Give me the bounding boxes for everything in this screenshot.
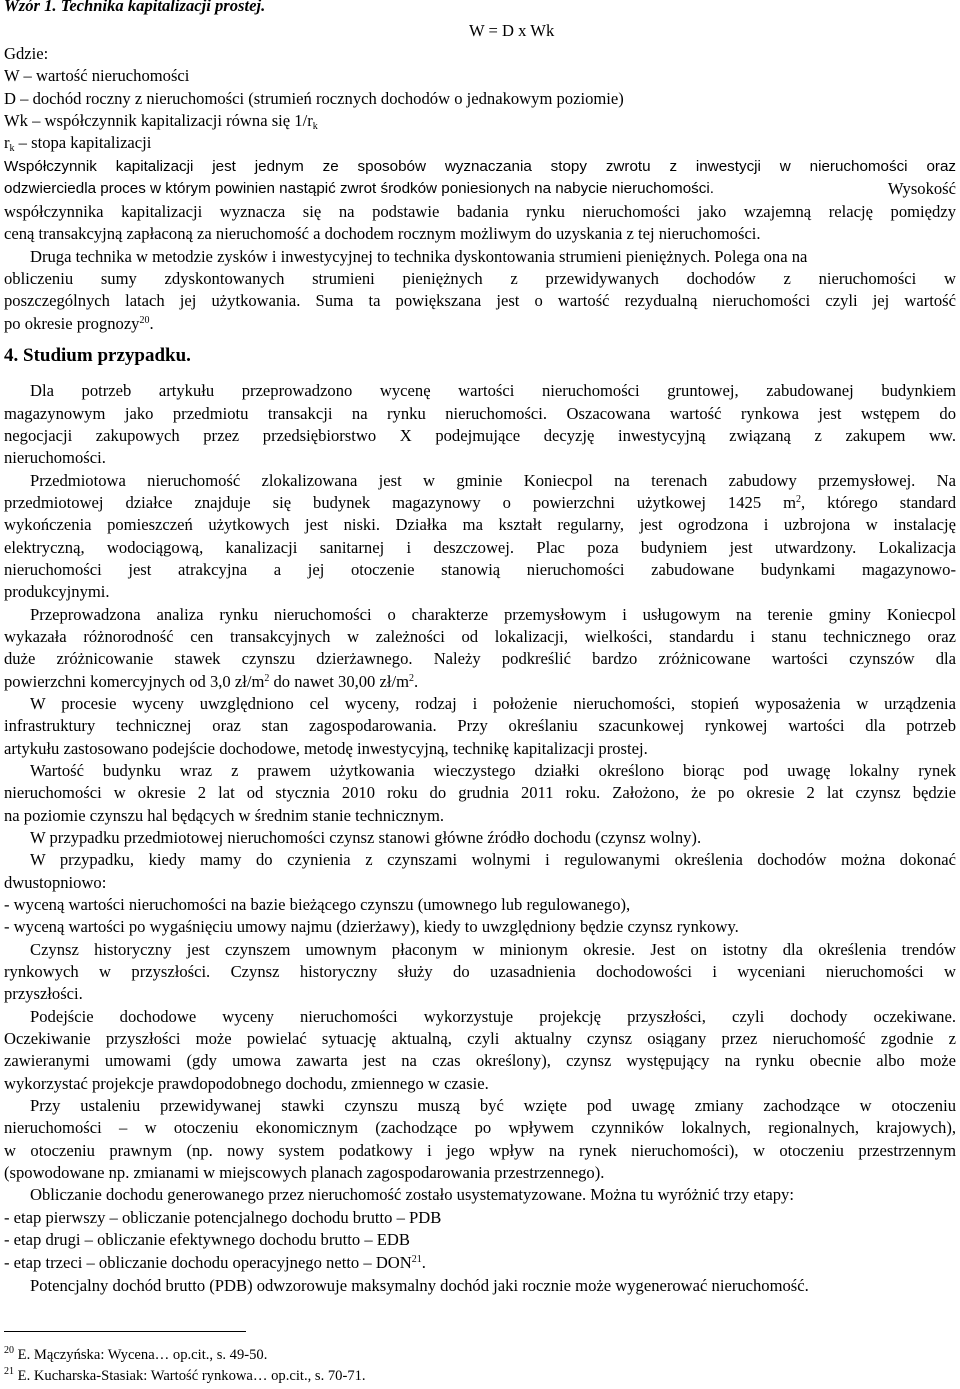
paragraph-line: duże zróżnicowanie stawek czynszu dzierżawnego. Należy podkreślić bardzo zróżnicowane wartości czynszów dla (4, 649, 956, 668)
paragraph-line: Potencjalny dochód brutto (PDB) odwzorowuje maksymalny dochód jaki rocznie może wygenerować nieruchomość. (30, 1276, 809, 1295)
legend-d: D – dochód roczny z nieruchomości (strumień rocznych dochodów o jednakowym poziomie) (4, 89, 624, 108)
paragraph-line: zawieranymi umowami (gdy umowa zawarta jest na czas określony), czynsz występujący na rynku obecnie albo może (4, 1051, 956, 1070)
paragraph-line: dwustopniowo: (4, 873, 107, 892)
paragraph-line: wykorzystać projekcje prawdopodobnego dochodu, zmiennego w czasie. (4, 1074, 489, 1093)
formula: W = D x Wk (469, 21, 555, 40)
paragraph-line: po okresie prognozy$^{20}$. (4, 314, 154, 333)
paragraph-line: negocjacji zakupowych przez przedsiębiorstwo X podejmujące decyzję inwestycyjną związaną z zakupem ww. (4, 426, 956, 445)
paragraph-line: wykończenia pomieszczeń użytkowych jest niski. Działka ma kształt regularny, jest ogrodzona i uzbrojona w instalację (4, 515, 956, 534)
paragraph-line: obliczeniu sumy zdyskontowanych strumieni pieniężnych z przewidywanych dochodów z nieruchomości w (4, 269, 956, 288)
paragraph-line: artykułu zastosowano podejście dochodowe, metodę inwestycyjną, technikę kapitalizacji prostej. (4, 739, 648, 758)
list-item: - etap drugi – obliczanie efektywnego dochodu brutto – EDB (4, 1230, 410, 1249)
legend-rk: $r_k$ – stopa kapitalizacji (4, 133, 152, 154)
legend-w: W – wartość nieruchomości (4, 66, 190, 85)
list-item: - wyceną wartości po wygaśnięciu umowy najmu (dzierżawy), kiedy to uwzględniony będzie czynsz rynkowy. (4, 917, 739, 936)
paragraph-line: W procesie wyceny uwzględniono cel wyceny, rodzaj i położenie nieruchomości, stopień wyposażenia w urządzenia (30, 694, 956, 713)
sans-paragraph-line-1: Współczynnik kapitalizacji jest jednym ze sposobów wyznaczania stopy zwrotu z inwestycji w nieruchomości oraz (4, 158, 956, 175)
section-heading: 4. Studium przypadku. (4, 345, 191, 366)
paragraph-line: współczynnika kapitalizacji wyznacza się na podstawie badania rynku nieruchomości jako wzajemną relację pomiędzy (4, 202, 956, 221)
paragraph-line: wykazała różnorodność cen transakcyjnych w zależności od lokalizacji, wielkości, standardu i stanu technicznego oraz (4, 627, 956, 646)
paragraph-line: elektryczną, wodociągową, kanalizacji sanitarnej i deszczowej. Plac poza budyniem jest utwardzony. Lokalizacja (4, 538, 956, 557)
sans-paragraph-line-2: odzwierciedla proces w którym powinien nastąpić zwrot środków poniesionych na nabycie nieruchomości. Wysokość (4, 179, 956, 198)
figure-caption: Wzór 1. Technika kapitalizacji prostej. (4, 0, 266, 15)
footnote: $^{20}$ E. Mączyńska: Wycena… op.cit., s. 49-50. (4, 1345, 268, 1363)
paragraph-line: nieruchomości. (4, 448, 106, 467)
paragraph-line: w otoczeniu prawnym (np. nowy system podatkowy i jego wpływ na rynek nieruchomości), w otoczeniu przestrzennym (4, 1141, 956, 1160)
paragraph-line: Przeprowadzona analiza rynku nieruchomości o charakterze przemysłowym i usługowym na terenie gminy Koniecpol (30, 605, 956, 624)
paragraph-line: nieruchomości – w otoczeniu ekonomicznym (zachodzące po wpływem czynników lokalnych, regionalnych, krajowych), (4, 1118, 956, 1137)
footnote-ref: 21 (411, 1254, 422, 1265)
paragraph-line: rynkowych w przyszłości. Czynsz historyczny służy do uzasadnienia dochodowości i wyceniani nieruchomości w (4, 962, 956, 981)
paragraph-line: produkcyjnymi. (4, 582, 110, 601)
legend-gdzie: Gdzie: (4, 44, 49, 63)
paragraph-line: przyszłości. (4, 984, 83, 1003)
footnote: $^{21}$ E. Kucharska-Stasiak: Wartość rynkowa… op.cit., s. 70-71. (4, 1366, 366, 1384)
footnote-ref: 20 (139, 315, 150, 326)
legend-wk: Wk – współczynnik kapitalizacji równa się $1/r_k$ (4, 111, 318, 132)
paragraph-line: Przedmiotowa nieruchomość zlokalizowana jest w gminie Koniecpol na terenach zabudowy przemysłowej. Na (30, 471, 956, 490)
paragraph-line: Obliczanie dochodu generowanego przez nieruchomość zostało usystematyzowane. Można tu wyróżnić trzy etapy: (30, 1185, 794, 1204)
paragraph-line: (spowodowane np. zmianami w miejscowych planach zagospodarowania przestrzennego). (4, 1163, 605, 1182)
paragraph-line: na poziomie czynszu hal będących w średnim stanie technicznym. (4, 806, 445, 825)
paragraph-line: Wartość budynku wraz z prawem użytkowania wieczystego działki określono biorąc pod uwagę lokalny rynek (30, 761, 956, 780)
paragraph-line: magazynowym jako przedmiotu transakcji na rynku nieruchomości. Oszacowana wartość rynkowa jest wstępem do (4, 404, 956, 423)
footnote-divider (4, 1331, 246, 1332)
paragraph-line: Czynsz historyczny jest czynszem umownym płaconym w minionym okresie. Jest on istotny dla określenia trendów (30, 940, 956, 959)
paragraph-line: Druga technika w metodzie zysków i inwestycyjnej to technika dyskontowania strumieni pieniężnych. Polega ona na (30, 247, 808, 266)
paragraph-line: Dla potrzeb artykułu przeprowadzono wycenę wartości nieruchomości gruntowej, zabudowanej budynkiem (30, 381, 956, 400)
paragraph-line: infrastruktury technicznej oraz stan zagospodarowania. Przy określaniu szacunkowej rynkowej wartości dla potrzeb (4, 716, 956, 735)
paragraph-line: poszczególnych latach jej użytkowania. Suma ta powiększana jest o wartość rezydualną nieruchomości czyli jej wartość (4, 291, 956, 310)
paragraph-line: Podejście dochodowe wyceny nieruchomości wykorzystuje projekcję przyszłości, czyli dochody oczekiwane. (30, 1007, 956, 1026)
list-item: - etap trzeci – obliczanie dochodu operacyjnego netto – DON$^{21}$. (4, 1253, 426, 1272)
paragraph-line: nieruchomości w okresie 2 lat od stycznia 2010 roku do grudnia 2011 roku. Założono, że po okresie 2 lat czynsz będzie (4, 783, 956, 802)
paragraph-line: Przy ustaleniu przewidywanej stawki czynszu muszą być wzięte pod uwagę zmiany zachodzące w otoczeniu (30, 1096, 956, 1115)
paragraph-line: Oczekiwanie przyszłości może powielać sytuację aktualną, czyli aktualny czynsz osiągany przez nieruchomość zgodnie z (4, 1029, 956, 1048)
list-item: - etap pierwszy – obliczanie potencjalnego dochodu brutto – PDB (4, 1208, 442, 1227)
paragraph-line: W przypadku przedmiotowej nieruchomości czynsz stanowi główne źródło dochodu (czynsz wolny). (30, 828, 702, 847)
list-item: - wyceną wartości nieruchomości na bazie bieżącego czynszu (umownego lub regulowanego), (4, 895, 631, 914)
paragraph-line: przedmiotowej działce znajduje się budynek magazynowy o powierzchni użytkowej 1425 $m^2$, którego standard (4, 493, 956, 512)
paragraph-line: W przypadku, kiedy mamy do czynienia z czynszami wolnymi i regulowanymi określenia dochodów można dokonać (30, 850, 956, 869)
paragraph-line: ceną transakcyjną zapłaconą za nieruchomość a dochodem rocznym możliwym do uzyskania z tej nieruchomości. (4, 224, 761, 243)
paragraph-line: nieruchomości jest atrakcyjna a jej otoczenie stanowią nieruchomości zabudowane budynkami magazynowo- (4, 560, 956, 579)
paragraph-line: powierzchni komercyjnych od 3,0 $zł/m^2$ do nawet 30,00 $zł/m^2$. (4, 672, 419, 691)
